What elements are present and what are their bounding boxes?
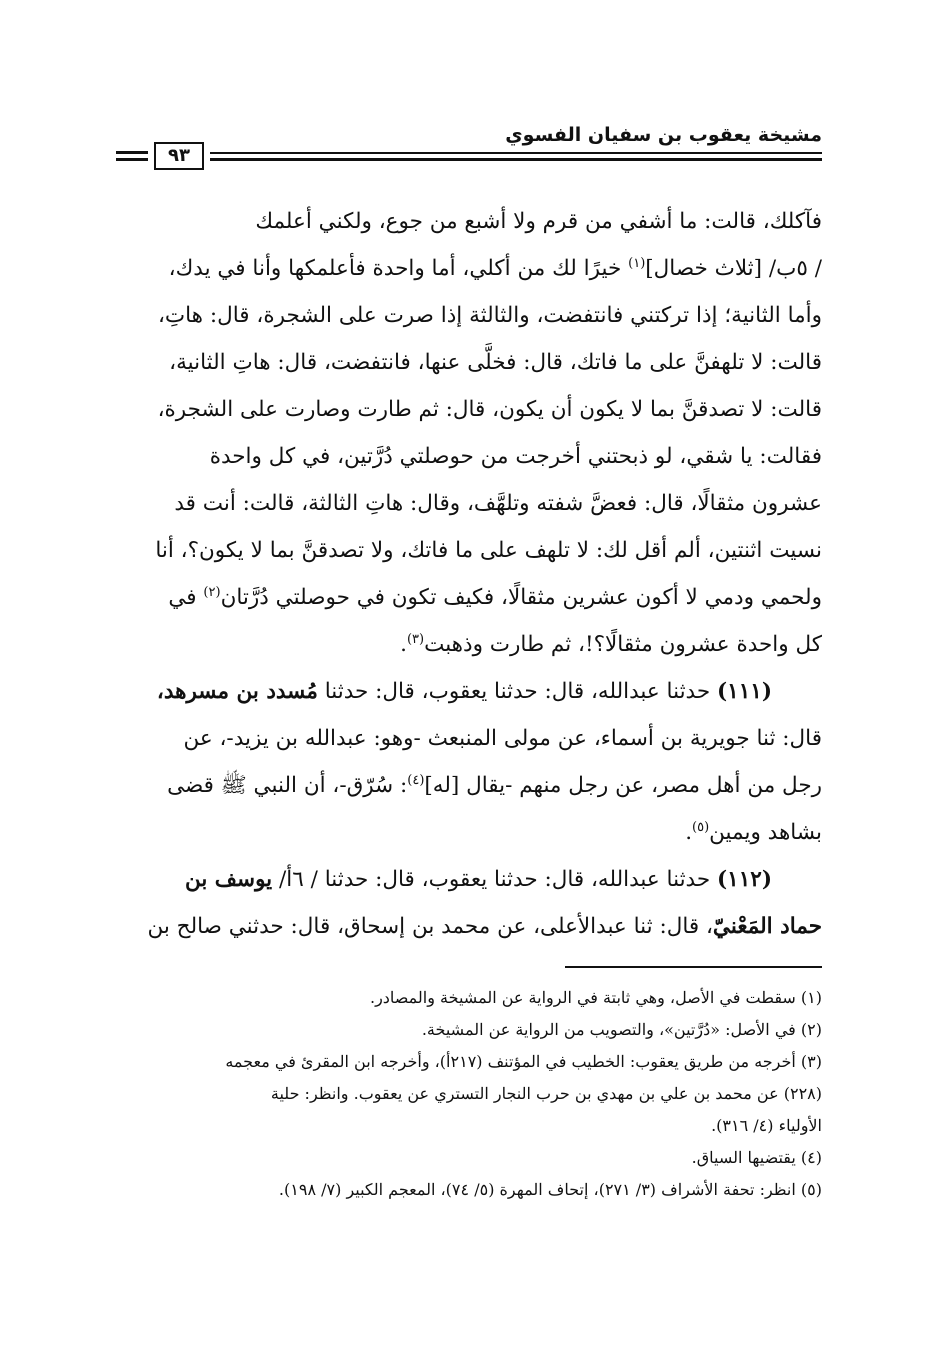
footnote-5: (٥) انظر: تحفة الأشراف (٣/ ٢٧١)، إتحاف المهرة (٥/ ٧٤)، المعجم الكبير (٧/ ١٩٨).: [278, 1180, 822, 1199]
footnote-4: (٤) يقتضيها السياق.: [691, 1148, 822, 1167]
text-line: خيرًا لك من أكلي، أما واحدة فأعلمكها وأنا في يدك،: [168, 256, 629, 281]
footnote-line: (٣) أخرجه من طريق يعقوب: الخطيب في المؤتنف (٢١٧أ)، وأخرجه ابن المقرئ في معجمه: [225, 1052, 822, 1071]
hadith-111-cont: [112, 715, 822, 856]
footnote-line: الأولياء (٤/ ٣١٦).: [711, 1116, 822, 1135]
footnote-3: [112, 1046, 822, 1142]
text-line: ولحمي ودمي لا أكون عشرين مثقالًا، فكيف تكون في حوصلتي دُرَّتان: [220, 585, 822, 610]
narrator-name: مُسدد بن مسرهد،: [156, 679, 318, 704]
text-line: كل واحدة عشرون مثقالًا؟!، ثم طارت وذهبت: [424, 632, 822, 657]
text-line: بشاهد ويمين: [709, 820, 822, 845]
footnote-line: (٢٢٨) عن محمد بن علي بن مهدي بن حرب النجار التستري عن يعقوب. وانظر: حلية: [270, 1084, 822, 1103]
footnote-marker: (٤): [407, 772, 425, 788]
footnote-marker: (٥): [692, 819, 710, 835]
text-line: نسيت اثنتين، ألم أقل لك: لا تلهف على ما فاتك، ولا تصدقنَّ بما لا يكون؟، أنا: [155, 538, 822, 563]
text-line: : سُرّق-، أن النبي ﷺ قضى: [167, 773, 408, 798]
text-line: .: [685, 820, 693, 845]
text-line: فقالت: يا شقي، لو ذبحتني أخرجت من حوصلتي دُرَّتين، في كل واحدة: [209, 444, 822, 469]
hadith-111: [112, 668, 822, 715]
footnote-marker: (٢): [203, 584, 221, 600]
narrator-name: حماد المَعْنيّ: [712, 914, 822, 939]
book-title: مشيخة يعقوب بن سفيان الفسوي: [505, 124, 822, 146]
footnote-1: (١) سقطت في الأصل، وهي ثابتة في الرواية عن المشيخة والمصادر.: [369, 988, 822, 1007]
text-line: ، قال: ثنا عبدالأعلى، عن محمد بن إسحاق، قال: حدثني صالح بن: [147, 914, 713, 939]
footnote-2: (٢) في الأصل: «دُرَّتين»، والتصويب من الرواية عن المشيخة.: [421, 1020, 822, 1039]
hadith-number: (١١٢): [716, 867, 772, 892]
hadith-112: [112, 856, 822, 903]
footnote-marker: (١): [628, 255, 646, 271]
text-line: .: [400, 632, 407, 657]
main-text: [112, 198, 822, 950]
footnotes: [112, 982, 822, 1206]
header-dash: [116, 158, 148, 161]
hadith-112-cont: [112, 903, 822, 950]
header-rule-thick: [210, 158, 822, 161]
text-line: في: [168, 585, 204, 610]
header-dash: [116, 151, 148, 154]
text-line: قالت: لا تصدقنَّ بما لا يكون أن يكون، قال: ثم طارت وصارت على الشجرة،: [157, 397, 822, 422]
text-line: قالت: لا تلهفنَّ على ما فاتك، قال: فخلَّى عنها، فانتفضت، قال: هاتِ الثانية،: [169, 350, 822, 375]
text-line: قال: ثنا جويرية بن أسماء، عن مولى المنبعث -وهو: عبدالله بن يزيد-، عن: [183, 726, 822, 751]
text-line: عشرون مثقالًا، قال: فعضَّ شفته وتلهَّف، وقال: هاتِ الثالثة، قالت: أنت قد: [174, 491, 822, 516]
running-header: [112, 120, 822, 176]
page-number: ٩٣: [154, 142, 204, 170]
text-line: / ٥ب/ [ثلاث خصال]: [645, 256, 822, 281]
text-line: وأما الثانية؛ إذا تركتني فانتفضت، والثالثة إذا صرت على الشجرة، قال: هاتِ،: [157, 303, 822, 328]
text-line: فآكلك، قالت: ما أشفي من قرم ولا أشبع من جوع، ولكني أعلمك: [255, 209, 822, 234]
footnote-marker: (٣): [406, 631, 425, 647]
narrator-name: يوسف بن: [184, 867, 273, 892]
text-line: حدثنا عبدالله، قال: حدثنا يعقوب، قال: حدثنا: [317, 679, 717, 704]
paragraph-story: [112, 198, 822, 668]
text-line: حدثنا عبدالله، قال: حدثنا يعقوب، قال: حدثنا / ٦أ/: [272, 867, 717, 892]
header-rule: [210, 152, 822, 154]
text-line: رجل من أهل مصر، عن رجل منهم -يقال [له]: [424, 773, 822, 798]
footnote-separator: [565, 966, 822, 968]
hadith-number: (١١١): [716, 679, 772, 704]
